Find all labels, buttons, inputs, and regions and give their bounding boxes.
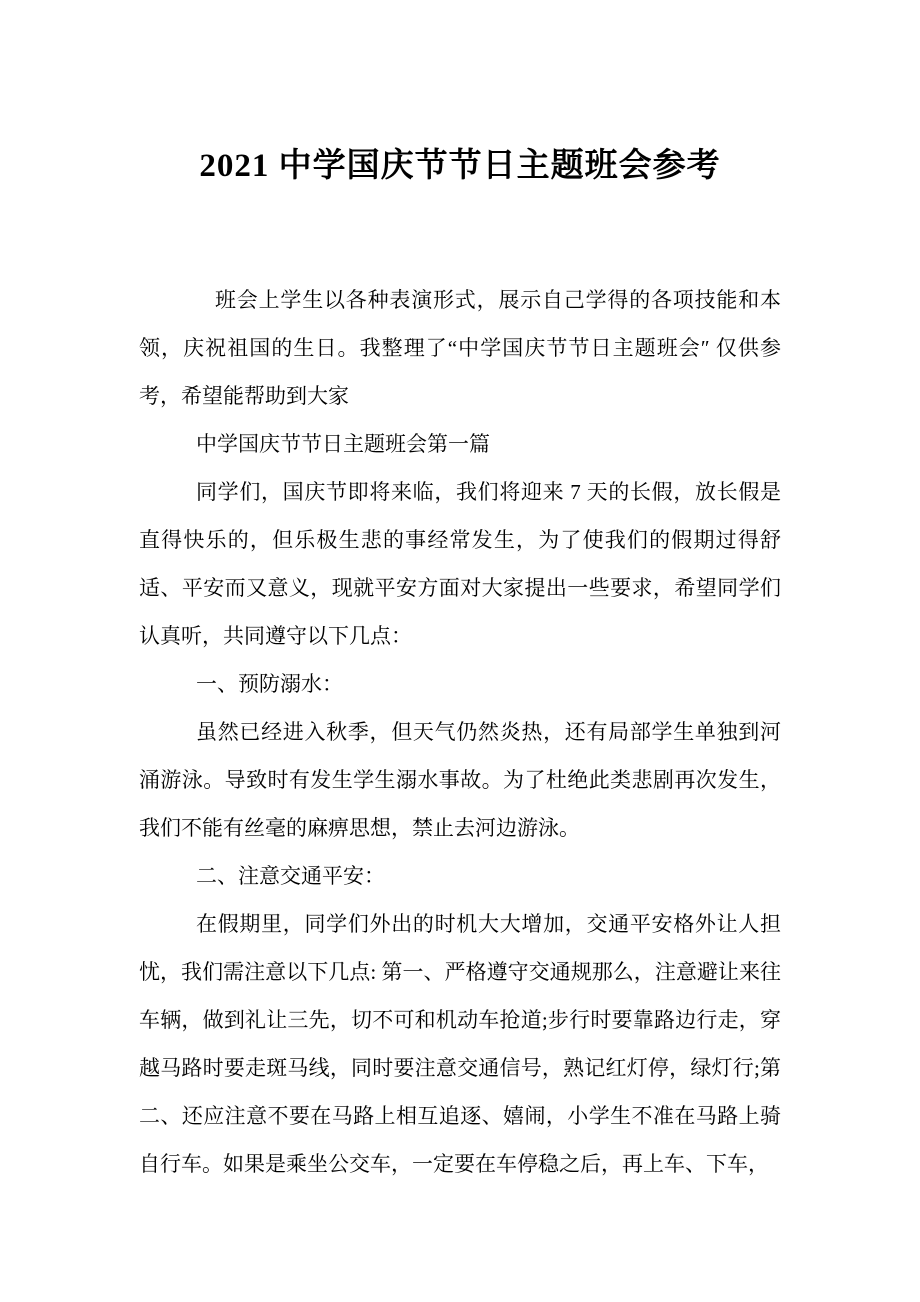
paragraph-drowning-detail: 虽然已经进入秋季，但天气仍然炎热，还有局部学生单独到河涌游泳。导致时有发生学生溺水事故。为了杜绝此类悲剧再次发生，我们不能有丝毫的麻痹思想，禁止去河边游泳。 — [139, 720, 781, 840]
document-title: 2021 中学国庆节节日主题班会参考 — [199, 148, 721, 184]
paragraph-opening-remarks: 同学们，国庆节即将来临，我们将迎来 7 天的长假，放长假是直得快乐的，但乐极生悲的事经常发生，为了使我们的假期过得舒适、平安而又意义，现就平安方面对大家提出一些要求，希望同学们认真听，共同遵守以下几点： — [139, 480, 781, 648]
paragraph-heading-drowning: 一、预防溺水： — [196, 672, 343, 696]
paragraph-traffic-detail: 在假期里，同学们外出的时机大大增加，交通平安格外让人担忧，我们需注意以下几点: 第一、严格遵守交通规那么，注意避让来往车辆，做到礼让三先，切不可和机动车抢道;步行时要靠路边行走，穿越马路时要走斑马线，同时要注意交通信号，熟记红灯停，绿灯行;第二、还应注意不要在马路上相互追逐、嬉闹，小学生不准在马路上骑自行车。如果是乘坐公交车，一定要在车停稳之后，再上车、下车， — [139, 912, 781, 1176]
paragraph-heading-traffic: 二、注意交通平安： — [196, 864, 385, 888]
paragraph-section-label: 中学国庆节节日主题班会第一篇 — [196, 432, 490, 456]
document-body — [139, 276, 781, 1188]
paragraph-intro: 班会上学生以各种表演形式，展示自己学得的各项技能和本领，庆祝祖国的生日。我整理了“中学国庆节节日主题班会″ 仅供参考，希望能帮助到大家 — [139, 288, 781, 408]
